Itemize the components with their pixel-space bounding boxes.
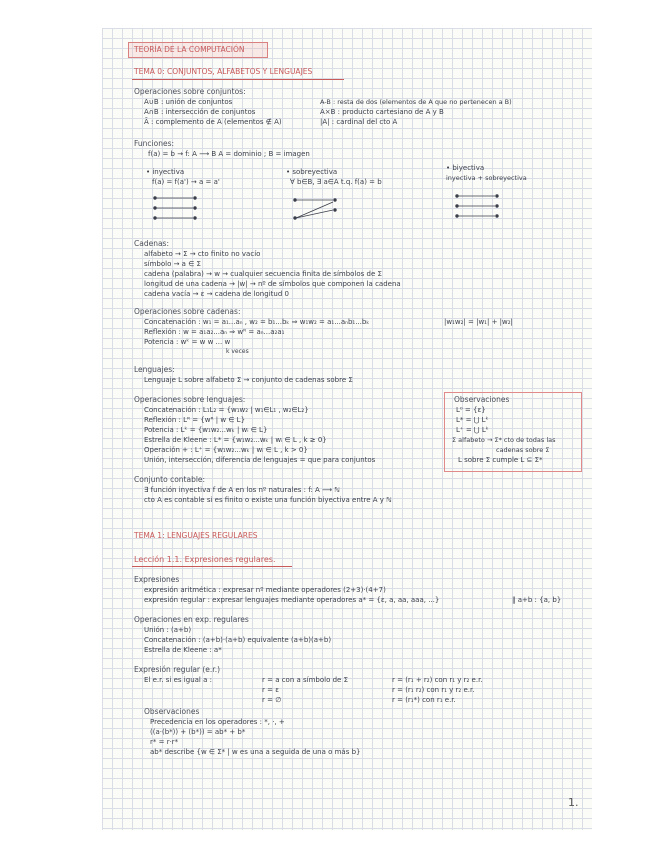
string-ops-power: Potencia : wᵏ = w w ... w <box>144 338 231 346</box>
observations-2-example: ((a·(b*)) + (b*)) = ab* + b* <box>150 728 246 736</box>
sets-cartesian: A×B : producto cartesiano de A y B <box>320 108 444 116</box>
surjective-title: • sobreyectiva <box>286 168 338 176</box>
expressions-regular-example: ‖ a+b : {a, b} <box>512 596 562 604</box>
regex-ops-concat: Concatenación : (a+b)·(a+b) equivalente (a+b)(a+b) <box>144 636 332 644</box>
regex-ops-union: Unión : (a+b) <box>144 626 192 634</box>
expressions-regular: expresión regular : expresar lenguajes mediante operadores a* = {ε, a, aa, aaa, ...} <box>144 596 440 604</box>
string-ops-heading: Operaciones sobre cadenas: <box>134 307 241 316</box>
sets-intersection: A∩B : intersección de conjuntos <box>144 108 256 116</box>
strings-symbol: símbolo → a ∈ Σ <box>144 260 201 268</box>
functions-heading: Funciones: <box>134 139 175 148</box>
strings-heading: Cadenas: <box>134 239 169 248</box>
language-ops-plus: Operación + : L⁺ = {w₁w₂...wₖ | wᵢ ∈ L , k > 0} <box>144 446 308 454</box>
observations-subset: L sobre Σ cumple L ⊆ Σ* <box>458 456 543 464</box>
injective-diagram <box>150 194 200 224</box>
observations-heading: Observaciones <box>454 395 510 404</box>
language-ops-heading: Operaciones sobre lenguajes: <box>134 395 246 404</box>
strings-alphabet: alfabeto → Σ → cto finito no vacío <box>144 250 261 258</box>
regex-def-union: r = (r₁ + r₂) con r₁ y r₂ e.r. <box>392 676 483 684</box>
observations-2-heading: Observaciones <box>144 707 200 716</box>
string-ops-reflection: Reflexión : w = a₁a₂...aₙ ⇒ wᴿ = aₙ...a₂a₁ <box>144 328 285 336</box>
regex-def-empty: r = ∅ <box>262 696 282 704</box>
lesson-underline <box>132 566 292 567</box>
countable-injective: ∃ función inyectiva f de A en los nº naturales : f: A ⟶ ℕ <box>144 486 340 494</box>
language-ops-power: Potencia : Lᵏ = {w₁w₂...wₖ | wᵢ ∈ L} <box>144 426 268 434</box>
bijective-def: inyectiva + sobreyectiva <box>446 174 527 182</box>
strings-length: longitud de una cadena → |w| → nº de símbolos que componen la cadena <box>144 280 401 288</box>
regex-def-concat: r = (r₁ r₂) con r₁ y r₂ e.r. <box>392 686 475 694</box>
observations-2-star: r* = r·r* <box>150 738 179 746</box>
regex-def-symbol: r = a con a símbolo de Σ <box>262 676 349 684</box>
expressions-heading: Expresiones <box>134 575 180 584</box>
functions-definition: f(a) = b → f: A ⟶ B A = dominio ; B = imagen <box>148 150 310 158</box>
observations-plus: L⁺ = ⋃ Lᵏ <box>456 426 489 434</box>
regex-ops-heading: Operaciones en exp. regulares <box>134 615 249 624</box>
language-ops-reflection: Reflexión : Lᴿ = {wᴿ | w ∈ L} <box>144 416 246 424</box>
sets-heading: Operaciones sobre conjuntos: <box>134 87 246 96</box>
observations-2-describe: ab* describe {w ∈ Σ* | w es una a seguida de una o más b} <box>150 748 361 756</box>
observations-l0: L⁰ = {ε} <box>456 406 486 414</box>
regex-def-intro: El e.r. si es igual a : <box>144 676 212 684</box>
sets-union: A∪B : unión de conjuntos <box>144 98 233 106</box>
injective-def: f(a) = f(a') → a = a' <box>152 178 220 186</box>
string-ops-concat-length: |w₁w₂| = |w₁| + |w₂| <box>444 318 513 326</box>
injective-title: • inyectiva <box>146 168 185 176</box>
observations-sigma: Σ alfabeto → Σ* cto de todas las <box>452 436 556 444</box>
expressions-arithmetic: expresión aritmética : expresar nº mediante operadores (2+3)·(4+7) <box>144 586 386 594</box>
language-ops-union: Unión, intersección, diferencia de lenguajes = que para conjuntos <box>144 456 376 464</box>
bijective-title: • biyectiva <box>446 164 485 172</box>
surjective-def: ∀ b∈B, ∃ a∈A t.q. f(a) = b <box>290 178 382 186</box>
topic-0-heading: TEMA 0: CONJUNTOS, ALFABETOS Y LENGUAJES <box>134 67 313 76</box>
topic-0-underline <box>132 79 344 80</box>
string-ops-power-note: k veces <box>226 348 249 355</box>
bijective-diagram <box>452 192 502 226</box>
page-title: TEORÍA DE LA COMPUTACIÓN <box>134 45 245 54</box>
languages-definition: Lenguaje L sobre alfabeto Σ → conjunto de cadenas sobre Σ <box>144 376 353 384</box>
strings-empty: cadena vacía → ε → cadena de longitud 0 <box>144 290 289 298</box>
observations-sigma-cont: cadenas sobre Σ <box>496 446 550 454</box>
sets-complement: Ā : complemento de A (elementos ∉ A) <box>144 118 282 126</box>
language-ops-kleene: Estrella de Kleene : L* = {w₁w₂...wₖ | wᵢ ∈ L , k ≥ 0} <box>144 436 327 444</box>
regex-def-heading: Expresión regular (e.r.) <box>134 665 221 674</box>
string-ops-concat: Concatenación : w₁ = a₁...aₙ , w₂ = b₁...bₖ ⇒ w₁w₂ = a₁...aₙb₁...bₖ <box>144 318 370 326</box>
sets-difference: A-B : resta de dos (elementos de A que no pertenecen a B) <box>320 98 512 106</box>
languages-heading: Lenguajes: <box>134 365 175 374</box>
strings-word: cadena (palabra) → w → cualquier secuencia finita de símbolos de Σ <box>144 270 382 278</box>
sets-cardinal: |A| : cardinal del cto A <box>320 118 398 126</box>
regex-def-epsilon: r = ε <box>262 686 279 694</box>
countable-heading: Conjunto contable: <box>134 475 206 484</box>
observations-kleene: L* = ⋃ Lᵏ <box>456 416 489 424</box>
lesson-heading: Lección 1.1. Expresiones regulares. <box>134 555 276 564</box>
regex-def-star: r = (r₁*) con r₁ e.r. <box>392 696 456 704</box>
language-ops-concat: Concatenación : L₁L₂ = {w₁w₂ | w₁∈L₁ , w₂∈L₂} <box>144 406 309 414</box>
regex-ops-kleene: Estrella de Kleene : a* <box>144 646 222 654</box>
countable-definition: cto A es contable si es finito o existe una función biyectiva entre A y ℕ <box>144 496 392 504</box>
surjective-diagram <box>290 194 340 224</box>
observations-2-precedence: Precedencia en los operadores : *, ·, + <box>150 718 285 726</box>
page-number: 1. <box>568 796 579 809</box>
topic-1-heading: TEMA 1: LENGUAJES REGULARES <box>134 531 258 540</box>
